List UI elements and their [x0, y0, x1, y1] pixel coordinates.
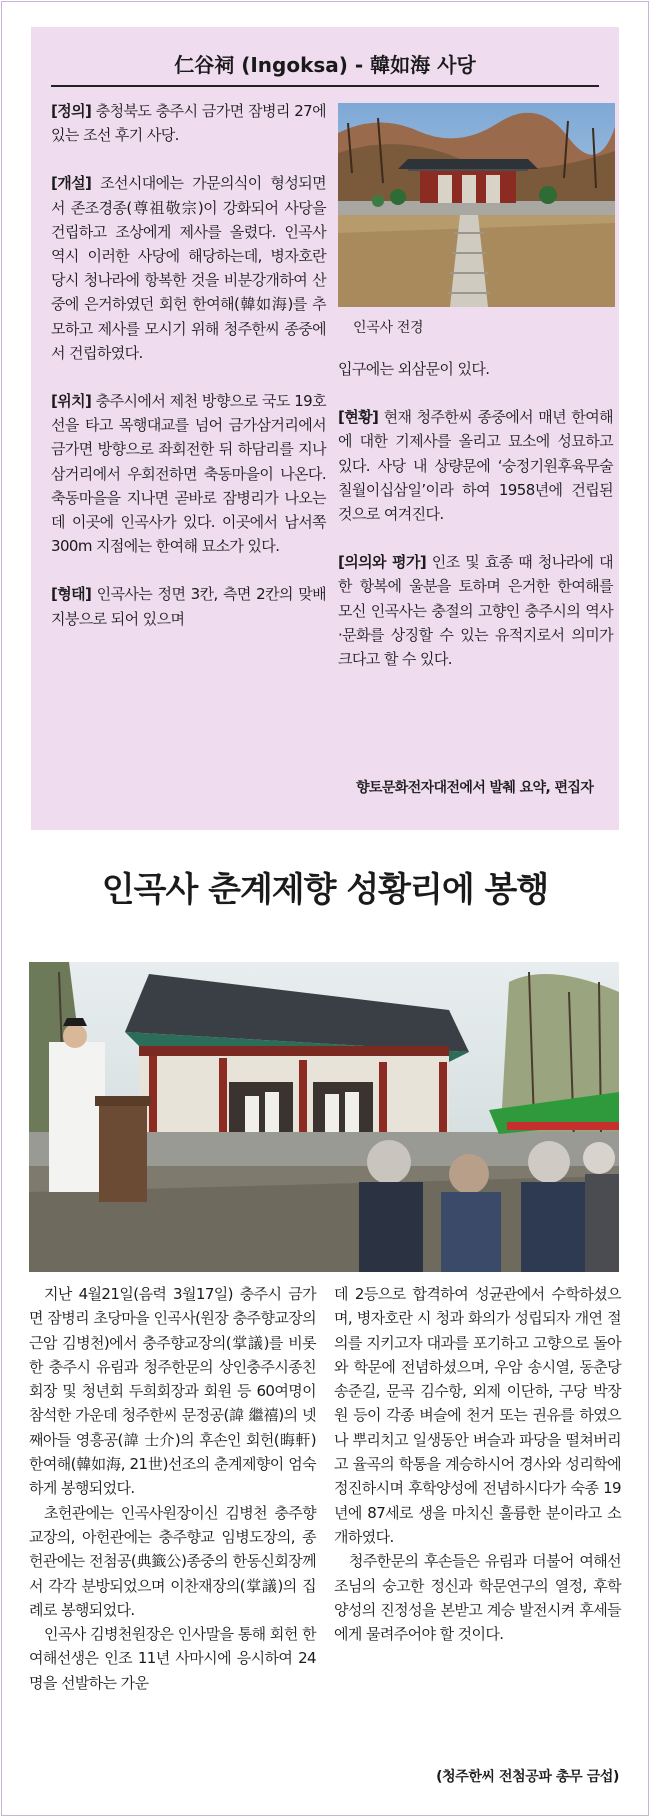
info-paragraph-form-cont — [338, 357, 613, 381]
article-byline: (청주한씨 전첨공파 총무 금섭) — [436, 1769, 619, 1785]
info-box — [31, 27, 619, 830]
info-text: 현재 청주한씨 종중에서 매년 한여해에 대한 기제사를 올리고 묘소에 성묘하고 있다. 사당 내 상량문에 ‘숭정기원후육무술칠월이십삼일’이라 하여 1958년에 건립된 것으로 여겨진다. — [338, 408, 613, 524]
shrine-overview-image — [338, 103, 615, 307]
info-label: [형태] — [51, 585, 92, 604]
photo-caption: 인곡사 전경 — [353, 320, 424, 336]
info-text: 입구에는 외삼문이 있다. — [338, 360, 490, 378]
info-paragraph-form — [51, 582, 326, 630]
info-label: [의의와 평가] — [338, 553, 427, 572]
info-paragraph-status — [338, 405, 613, 526]
info-paragraph-significance — [338, 550, 613, 671]
info-paragraph-location — [51, 389, 326, 558]
info-paragraph-overview — [51, 171, 326, 365]
info-text: 충주시에서 제천 방향으로 국도 19호선을 타고 목행대교를 넘어 금가삼거리에서 금가면 방향으로 좌회전한 뒤 하담리를 지나 삼거리에서 우회전하면 축동마을이 나온다. 축동마을을 지나면 곧바로 잠병리가 나오는데 이곳에 인곡사가 있다. 이곳에서 남서쪽 300m 지점에는 한여해 묘소가 있다. — [51, 392, 326, 556]
ceremony-photo — [29, 962, 619, 1272]
article-paragraph: 초헌관에는 인곡사원장이신 김병천 충주향교장의, 아헌관에는 충주향교 임병도장의, 종헌관에는 전첨공(典籤公)종중의 한동신회장께서 각각 분방되었으며 이찬재장의(掌議)의 집례로 봉행되었다. — [29, 1503, 316, 1619]
info-label: [현황] — [338, 408, 379, 427]
article-paragraph: 지난 4월21일(음력 3월17일) 충주시 금가면 잠병리 초당마을 인곡사(원장 충주향교장의 근암 김병천)에서 충주향교장의(掌議)를 비롯한 충주시 유림과 청주한문의 상인충주시종친회장 및 청년회 두희회장과 회원 등 60여명이 참석한 가운데 청주한씨 문정공(諱 繼禧)의 넷째아들 영흥공(諱 士介)의 후손인 회헌(晦軒) 한여해(韓如海, 21世)선조의 춘계제향이 엄숙하게 봉행되었다. — [29, 1285, 316, 1498]
shrine-overview-photo — [338, 103, 615, 307]
info-text: 인곡사는 정면 3칸, 측면 2칸의 맞배지붕으로 되어 있으며 — [51, 585, 326, 628]
info-left-column — [51, 99, 326, 655]
article-paragraph: 청주한문의 후손들은 유림과 더불어 여해선조님의 숭고한 정신과 학문연구의 열정, 후학양성의 진정성을 본받고 계승 발전시켜 후세들에게 물려주어야 할 것이다. — [334, 1552, 621, 1644]
info-label: [위치] — [51, 392, 92, 411]
info-paragraph-definition — [51, 99, 326, 147]
info-text: 인조 및 효종 때 청나라에 대한 항복에 울분을 토하며 은거한 한여해를 모신 인곡사는 충절의 고향인 충주시의 역사·문화를 상징할 수 있는 유적지로서 의미가 크다고 할 수 있다. — [338, 553, 613, 669]
article-paragraph: 인곡사 김병천원장은 인사말을 통해 회헌 한여해선생은 인조 11년 사마시에 응시하여 24명을 선발하는 가운 — [29, 1625, 316, 1692]
info-text: 충청북도 충주시 금가면 잠병리 27에 있는 조선 후기 사당. — [51, 102, 326, 145]
info-label: [개설] — [51, 174, 92, 193]
source-note: 향토문화전자대전에서 발췌 요약, 편집자 — [356, 780, 594, 796]
article-left-column — [29, 1282, 316, 1695]
info-box-title: 仁谷祠 (Ingoksa) - 韓如海 사당 — [51, 47, 599, 87]
info-right-column — [338, 357, 613, 695]
article-right-column — [334, 1282, 621, 1646]
info-text: 조선시대에는 가문의식이 형성되면서 존조경종(尊祖敬宗)이 강화되어 사당을 건립하고 조상에게 제사를 올렸다. 인곡사 역시 이러한 사당에 해당하는데, 병자호란 당시 청나라에 항복한 것을 비분강개하여 산중에 은거하였던 회헌 한여해(韓如海)를 추모하고 제사를 모시기 위해 청주한씨 종중에서 건립하였다. — [51, 174, 326, 362]
article-paragraph: 데 2등으로 합격하여 성균관에서 수학하셨으며, 병자호란 시 청과 화의가 성립되자 개연 절의를 지키고자 대과를 포기하고 고향으로 돌아와 학문에 전념하셨으며, 우암 송시열, 동춘당 송준길, 문곡 김수항, 외제 이단하, 구당 박장원 등이 각종 벼슬에 천거 또는 권유를 하였으나 뿌리치고 일생동안 벼슬과 파당을 떨쳐버리고 율곡의 학통을 계승하시어 경사와 성리학에 정진하시며 후학양성에 전념하시다가 숙종 19년에 87세로 생을 마치신 훌륭한 분이라고 소개하였다. — [334, 1285, 621, 1546]
ceremony-image — [29, 962, 619, 1272]
info-label: [정의] — [51, 102, 92, 120]
article-headline: 인곡사 춘계제향 성황리에 봉행 — [101, 870, 549, 910]
